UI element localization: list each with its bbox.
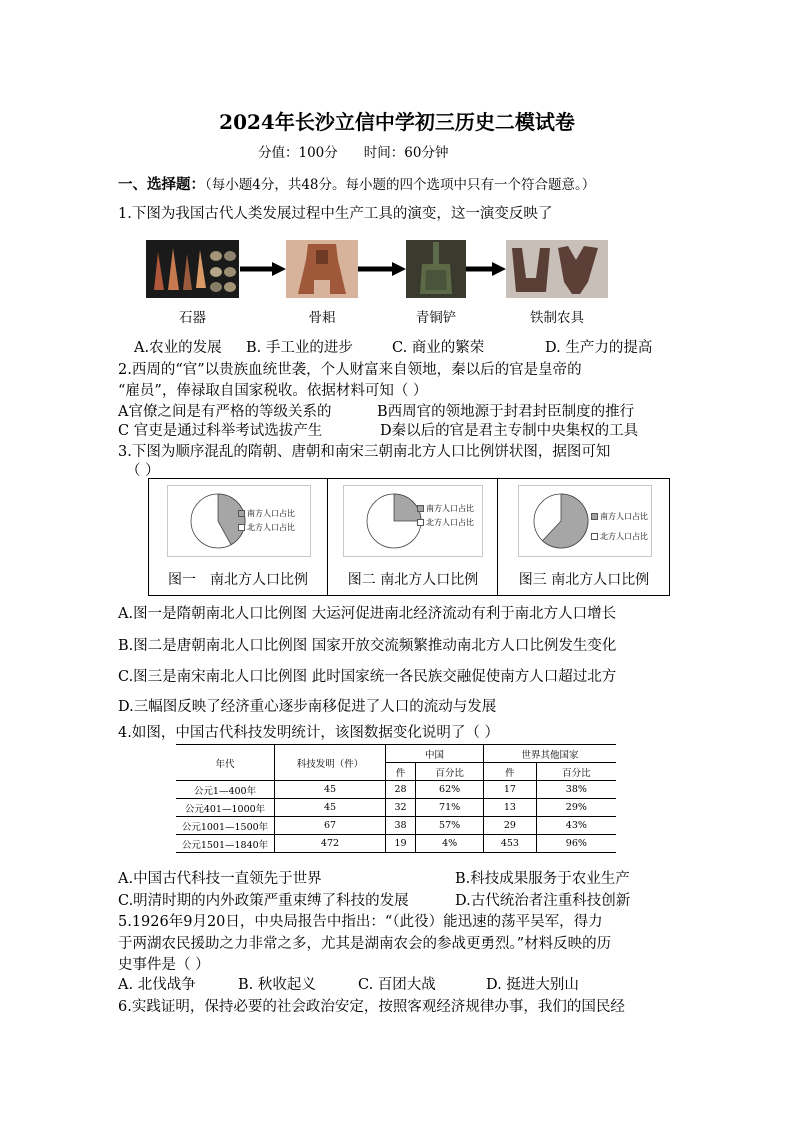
q3-stem-line1: 3.下图为顺序混乱的隋朝、唐朝和南宋三朝南北方人口比例饼状图，据图可知 bbox=[118, 444, 611, 460]
pie-cell-2 bbox=[327, 479, 498, 595]
exam-meta bbox=[258, 141, 474, 161]
q2-option-c: C 官吏是通过科举考试选拔产生 bbox=[118, 423, 323, 439]
q4-option-d: D.古代统治者注重科技创新 bbox=[455, 893, 631, 909]
table-row: 公元1—400年 45 28 62% 17 38% bbox=[176, 781, 616, 799]
q2-option-a: A官僚之间是有严格的等级关系的 bbox=[118, 404, 332, 420]
stone-tools-image bbox=[146, 240, 239, 298]
q5-option-d: D. 挺进大别山 bbox=[486, 977, 579, 993]
legend-south: 南方人口占比 bbox=[238, 508, 295, 519]
bronze-shovel-image bbox=[406, 240, 466, 298]
legend-swatch-icon bbox=[238, 524, 245, 531]
q1-option-b: B. 手工业的进步 bbox=[246, 340, 353, 356]
q2-stem-line1: 2.西周的“官”以贵族血统世袭，个人财富来自领地，秦以后的官是皇帝的 bbox=[118, 362, 582, 378]
q4-stem: 4.如图，中国古代科技发明统计，该图数据变化说明了（ ） bbox=[118, 725, 499, 741]
bone-spade-image bbox=[286, 240, 358, 298]
table-subheader-count: 件 bbox=[484, 763, 537, 781]
legend-north: 北方人口占比 bbox=[238, 522, 295, 533]
q3-option-b: B.图二是唐朝南北人口比例图 国家开放交流频繁推动南北方人口比例发生变化 bbox=[118, 638, 617, 654]
q1-option-d: D. 生产力的提高 bbox=[545, 340, 653, 356]
q5-stem-line2: 于两湖农民援助之力非常之多，尤其是湖南农会的参战更勇烈。”材料反映的历 bbox=[118, 936, 612, 952]
table-header-world: 世界其他国家 bbox=[484, 745, 616, 763]
legend-swatch-icon bbox=[417, 519, 424, 526]
arrow-icon bbox=[466, 262, 506, 276]
pie-chart-3 bbox=[531, 491, 591, 551]
legend-south: 南方人口占比 bbox=[417, 503, 474, 514]
q1-option-a: A.农业的发展 bbox=[134, 340, 222, 356]
pie-caption-3: 图三 南北方人口比例 bbox=[518, 572, 650, 588]
tool-caption-bronze: 青铜铲 bbox=[415, 310, 457, 326]
legend-south: 南方人口占比 bbox=[591, 511, 648, 522]
tool-caption-iron: 铁制农具 bbox=[530, 310, 584, 326]
legend-swatch-icon bbox=[591, 513, 598, 520]
arrow-icon bbox=[240, 262, 286, 276]
q4-option-c: C.明清时期的内外政策严重束缚了科技的发展 bbox=[118, 893, 409, 909]
pie-chart-2 bbox=[364, 491, 424, 551]
table-row: 公元401—1000年 45 32 71% 13 29% bbox=[176, 799, 616, 817]
arrow-icon bbox=[358, 262, 406, 276]
q6-stem: 6.实践证明，保持必要的社会政治安定，按照客观经济规律办事，我们的国民经 bbox=[118, 999, 625, 1015]
table-row: 公元1501—1840年 472 19 4% 453 96% bbox=[176, 835, 616, 853]
table-subheader-pct: 百分比 bbox=[416, 763, 484, 781]
legend-swatch-icon bbox=[591, 533, 598, 540]
tool-caption-bone: 骨耜 bbox=[308, 310, 336, 326]
q3-option-c: C.图三是南宋南北人口比例图 此时国家统一各民族交融促使南方人口超过北方 bbox=[118, 669, 617, 685]
table-subheader-pct: 百分比 bbox=[536, 763, 616, 781]
q2-option-b: B西周官的领地源于封君封臣制度的推行 bbox=[377, 404, 635, 420]
q1-option-c: C. 商业的繁荣 bbox=[392, 340, 485, 356]
q1-stem: 1.下图为我国古代人类发展过程中生产工具的演变，这一演变反映了 bbox=[118, 206, 553, 222]
invention-stats-table bbox=[176, 744, 616, 853]
pie-caption-2: 图二 南北方人口比例 bbox=[347, 572, 479, 588]
score-text: 分值：100分 bbox=[258, 145, 338, 161]
legend-swatch-icon bbox=[417, 505, 424, 512]
table-header-total: 科技发明（件） bbox=[275, 745, 386, 781]
legend-north: 北方人口占比 bbox=[591, 531, 648, 542]
iron-tools-image bbox=[506, 240, 608, 298]
section-heading bbox=[118, 173, 595, 194]
table-header-era: 年代 bbox=[176, 745, 275, 781]
tool-caption-stone: 石器 bbox=[179, 310, 206, 326]
pie-cell-3 bbox=[497, 479, 670, 595]
time-text: 时间：60分钟 bbox=[363, 145, 449, 161]
q3-stem-line2: （ ） bbox=[126, 463, 160, 479]
q5-option-c: C. 百团大战 bbox=[358, 977, 436, 993]
q4-option-b: B.科技成果服务于农业生产 bbox=[455, 871, 630, 887]
q5-stem-line3: 史事件是（ ） bbox=[118, 957, 210, 973]
section-note: （每小题4分，共48分。每小题的四个选项中只有一个符合题意。） bbox=[205, 177, 596, 193]
pie-caption-1: 图一 南北方人口比例 bbox=[168, 572, 308, 588]
q5-option-a: A. 北伐战争 bbox=[118, 977, 196, 993]
section-title: 一、选择题： bbox=[118, 176, 205, 193]
table-subheader-count: 件 bbox=[386, 763, 416, 781]
legend-swatch-icon bbox=[238, 510, 245, 517]
q3-option-a: A.图一是隋朝南北人口比例图 大运河促进南北经济流动有利于南北方人口增长 bbox=[118, 606, 617, 622]
q2-stem-line2: “雇员”，俸禄取自国家税收。依据材料可知（ ） bbox=[118, 383, 428, 399]
q5-option-b: B. 秋收起义 bbox=[238, 977, 316, 993]
q4-option-a: A.中国古代科技一直领先于世界 bbox=[118, 871, 322, 887]
exam-title: 2024年长沙立信中学初三历史二模试卷 bbox=[219, 110, 575, 134]
table-row: 公元1001—1500年 67 38 57% 29 43% bbox=[176, 817, 616, 835]
legend-north: 北方人口占比 bbox=[417, 517, 474, 528]
pie-cell-1 bbox=[149, 479, 327, 595]
q3-option-d: D.三幅图反映了经济重心逐步南移促进了人口的流动与发展 bbox=[118, 699, 497, 715]
table-header-china: 中国 bbox=[386, 745, 484, 763]
pie-chart-panel bbox=[148, 478, 670, 596]
pie-chart-1 bbox=[188, 491, 248, 551]
q2-option-d: D秦以后的官是君主专制中央集权的工具 bbox=[380, 423, 639, 439]
q5-stem-line1: 5.1926年9月20日，中央局报告中指出：“（此役）能迅速的荡平吴军，得力 bbox=[118, 914, 603, 930]
